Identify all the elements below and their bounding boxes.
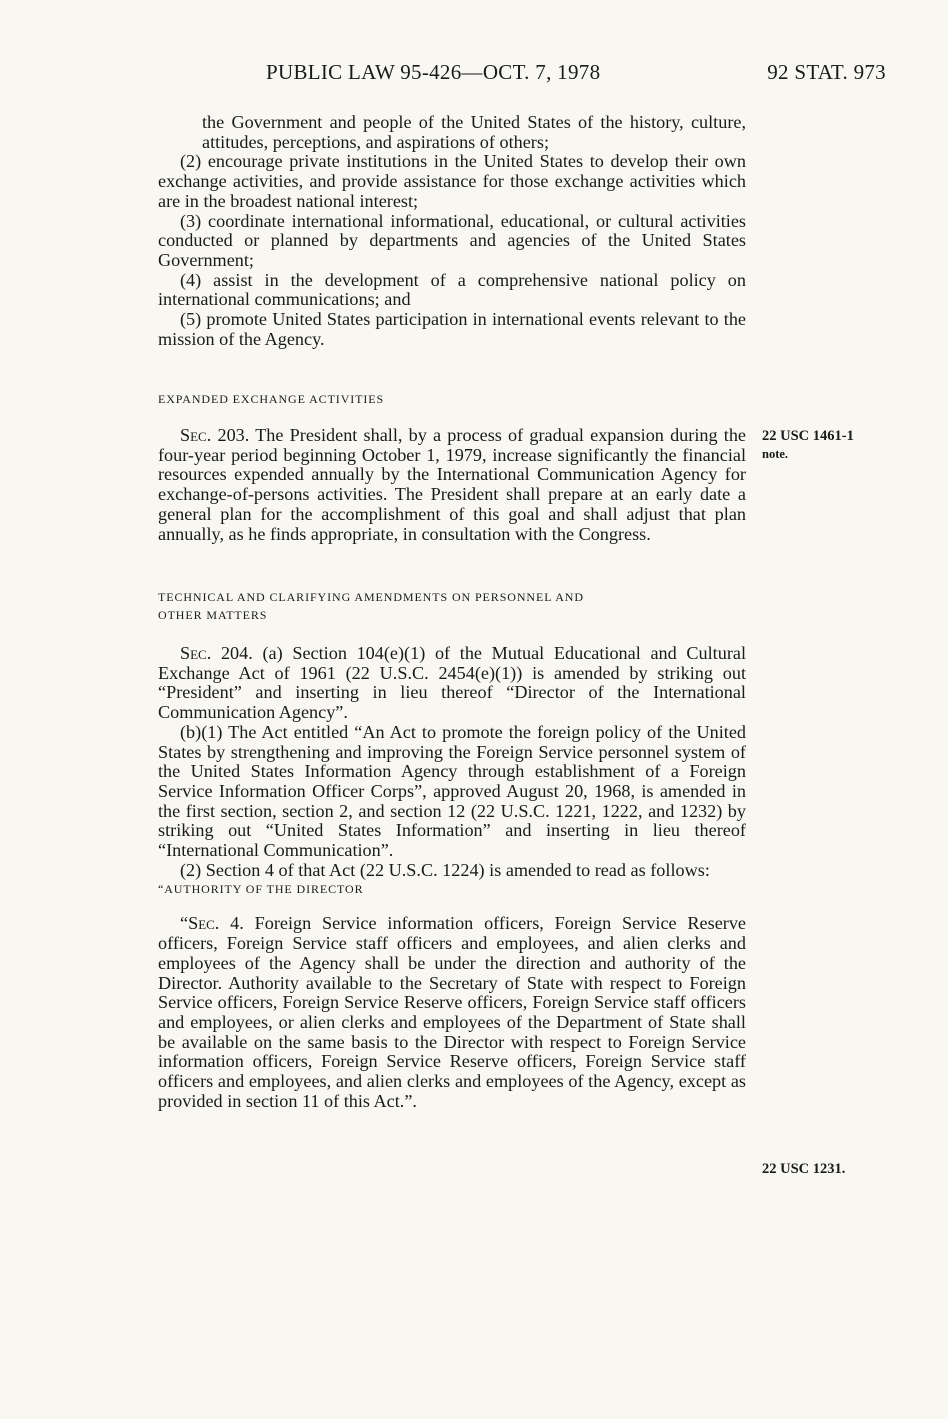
margin-citation [762,427,854,463]
sub-heading: “AUTHORITY OF THE DIRECTOR [158,882,364,897]
list-item-3: (3) coordinate international informational, educational, or cultural activities conducted or planned by departments and agencies of the United States Government; [158,210,746,270]
subsection-a-text: (a) Section 104(e)(1) of the Mutual Educational and Cultural Exchange Act of 1961 (22 U.S.C. 2454(e)(1)) is amended by striking out “President” and inserting in lieu thereof “Director of the International Communication Agency”. [158,643,746,723]
running-header [158,60,886,88]
item-1-continuation: the Government and people of the United States of the history, culture, attitudes, perceptions, and aspirations of others; [202,112,746,152]
header-title: PUBLIC LAW 95-426—OCT. 7, 1978 [266,60,601,84]
margin-citation-line-1: 22 USC 1461-1 [762,428,854,444]
margin-citation-line-2: note. [762,447,789,461]
subsection-b-1: (b)(1) The Act entitled “An Act to promote the foreign policy of the United States by strengthening and improving the Foreign Service personnel system of the United States Information Agency through establishment of a Foreign Service Information Officer Corps”, approved August 20, 1968, is amended in the first section, section 2, and section 12 (22 U.S.C. 1221, 1222, and 1232) by striking out “United States Information” and inserting in lieu thereof “International Communication”. [158,721,746,861]
section-4-body: Foreign Service information officers, Foreign Service Reserve officers, Foreign Service staff officers and employees, and alien clerks and employees of the Agency shall be under the direction and authority of the Director. Authority available to the Secretary of State with respect to Foreign Service officers, Foreign Service Reserve officers, Foreign Service staff officers and employees, or alien clerks and employees of the Department of State shall be available on the same basis to the Director with respect to Foreign Service information officers, Foreign Service Reserve officers, Foreign Service staff officers and employees, and alien clerks and employees of the Agency, except as provided in section 11 of this Act.”. [158,913,746,1111]
section-4-text [158,914,746,1111]
section-heading-line-2: OTHER MATTERS [158,608,268,622]
list-item-4: (4) assist in the development of a comprehensive national policy on international communications; and [158,269,746,310]
list-continuation [158,113,746,349]
statute-page-number: 92 STAT. 973 [767,60,886,84]
subsection-a [158,644,746,723]
list-item-2: (2) encourage private institutions in the United States to develop their own exchange activities, and provide assistance for those exchange activities which are in the broadest national interest; [158,151,746,211]
section-label: Sec. 204. [180,643,253,663]
section-4-label: “Sec. 4. [180,913,244,934]
section-203-body [158,426,746,544]
section-204 [158,588,746,1111]
section-203 [158,390,746,544]
margin-citation-2: 22 USC 1231. [762,1161,846,1177]
section-heading-line-1: TECHNICAL AND CLARIFYING AMENDMENTS ON PERSONNEL AND [158,590,584,604]
subsection-b-2: (2) Section 4 of that Act (22 U.S.C. 1224) is amended to read as follows: [180,859,710,880]
list-item-5: (5) promote United States participation in international events relevant to the mission of the Agency. [158,309,746,349]
section-203-text: The President shall, by a process of gradual expansion during the four-year period beginning October 1, 1979, increase significantly the financial resources expended annually by the International Communication Agency for exchange-of-persons activities. The President shall prepare at an early date a general plan for the accomplishment of this goal and shall adjust that plan annually, as he finds appropriate, in consultation with the Congress. [158,425,746,544]
section-heading: EXPANDED EXCHANGE ACTIVITIES [158,392,385,406]
section-label: Sec. 203. [180,425,250,445]
